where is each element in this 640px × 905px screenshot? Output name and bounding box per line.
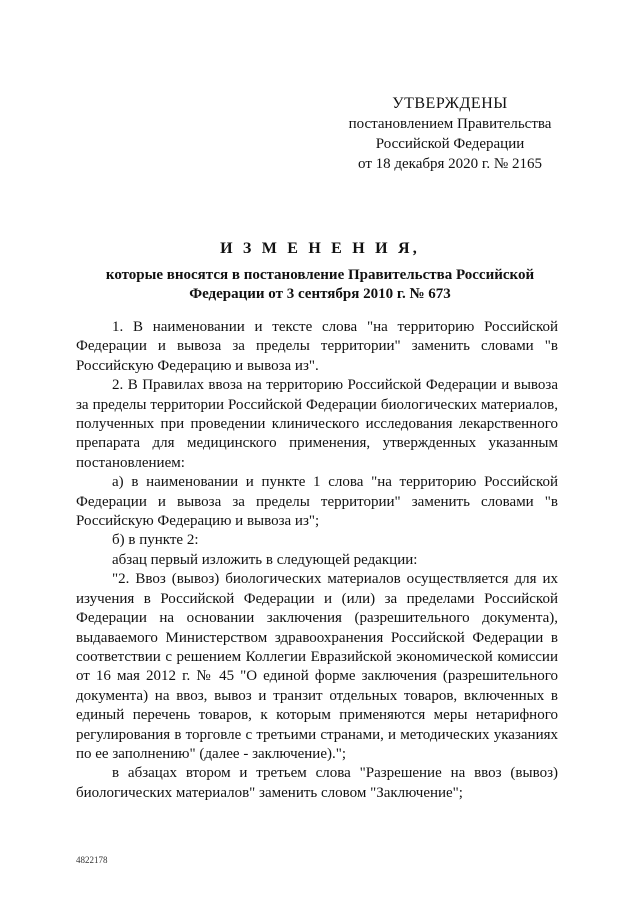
paragraph-2: 2. В Правилах ввоза на территорию Российской Федерации и вывоза за пределы территории Российской Федерации биологических материалов, полученных при проведении клинического исследования лекарственного препарата для медицинского применения, утвержденных указанным постановлением: — [76, 377, 558, 471]
paragraph-2b-intro: абзац первый изложить в следующей редакции: — [112, 551, 418, 568]
paragraph-2b: б) в пункте 2: — [112, 532, 199, 549]
approval-block — [320, 94, 580, 174]
approval-heading: УТВЕРЖДЕНЫ — [392, 95, 508, 112]
paragraph-2b-replace: в абзацах втором и третьем слова "Разрешение на ввоз (вывоз) биологических материалов" заменить словом "Заключение"; — [76, 765, 558, 801]
approval-line-decree: постановлением Правительства — [348, 116, 552, 132]
document-title: И З М Е Н Е Н И Я, — [220, 240, 420, 257]
paragraph-2a: а) в наименовании и пункте 1 слова "на территорию Российской Федерации и вывоза за пределы территории" заменить словами "в Российскую Федерацию и вывоза из"; — [76, 474, 558, 530]
paragraph-2b-quote: "2. Ввоз (вывоз) биологических материалов осуществляется для их изучения в Российской Федерации и (или) за пределами Российской Федерации на основании заключения (разрешительного документа), выдаваемого Министерством здравоохранения Российской Федерации в соответствии с решением Коллегии Евразийской экономической комиссии от 16 мая 2012 г. № 45 "О единой форме заключения (разрешительного документа) на ввоз, вывоз и транзит отдельных товаров, включенных в единый перечень товаров, к которым применяются меры нетарифного регулирования в торговле с третьими странами, и методических указаниях по ее заполнению" (далее - заключение)."; — [76, 571, 558, 762]
document-body — [76, 318, 558, 803]
approval-line-date-number: от 18 декабря 2020 г. № 2165 — [358, 156, 542, 172]
approval-line-country: Российской Федерации — [375, 136, 525, 152]
footer-document-code: 4822178 — [76, 855, 108, 865]
document-subtitle: которые вносятся в постановление Правительства Российской Федерации от 3 сентября 2010 г. № 673 — [105, 267, 535, 302]
paragraph-1: 1. В наименовании и тексте слова "на территорию Российской Федерации и вывоза за пределы территории" заменить словами "в Российскую Федерацию и вывоза из". — [76, 319, 558, 374]
